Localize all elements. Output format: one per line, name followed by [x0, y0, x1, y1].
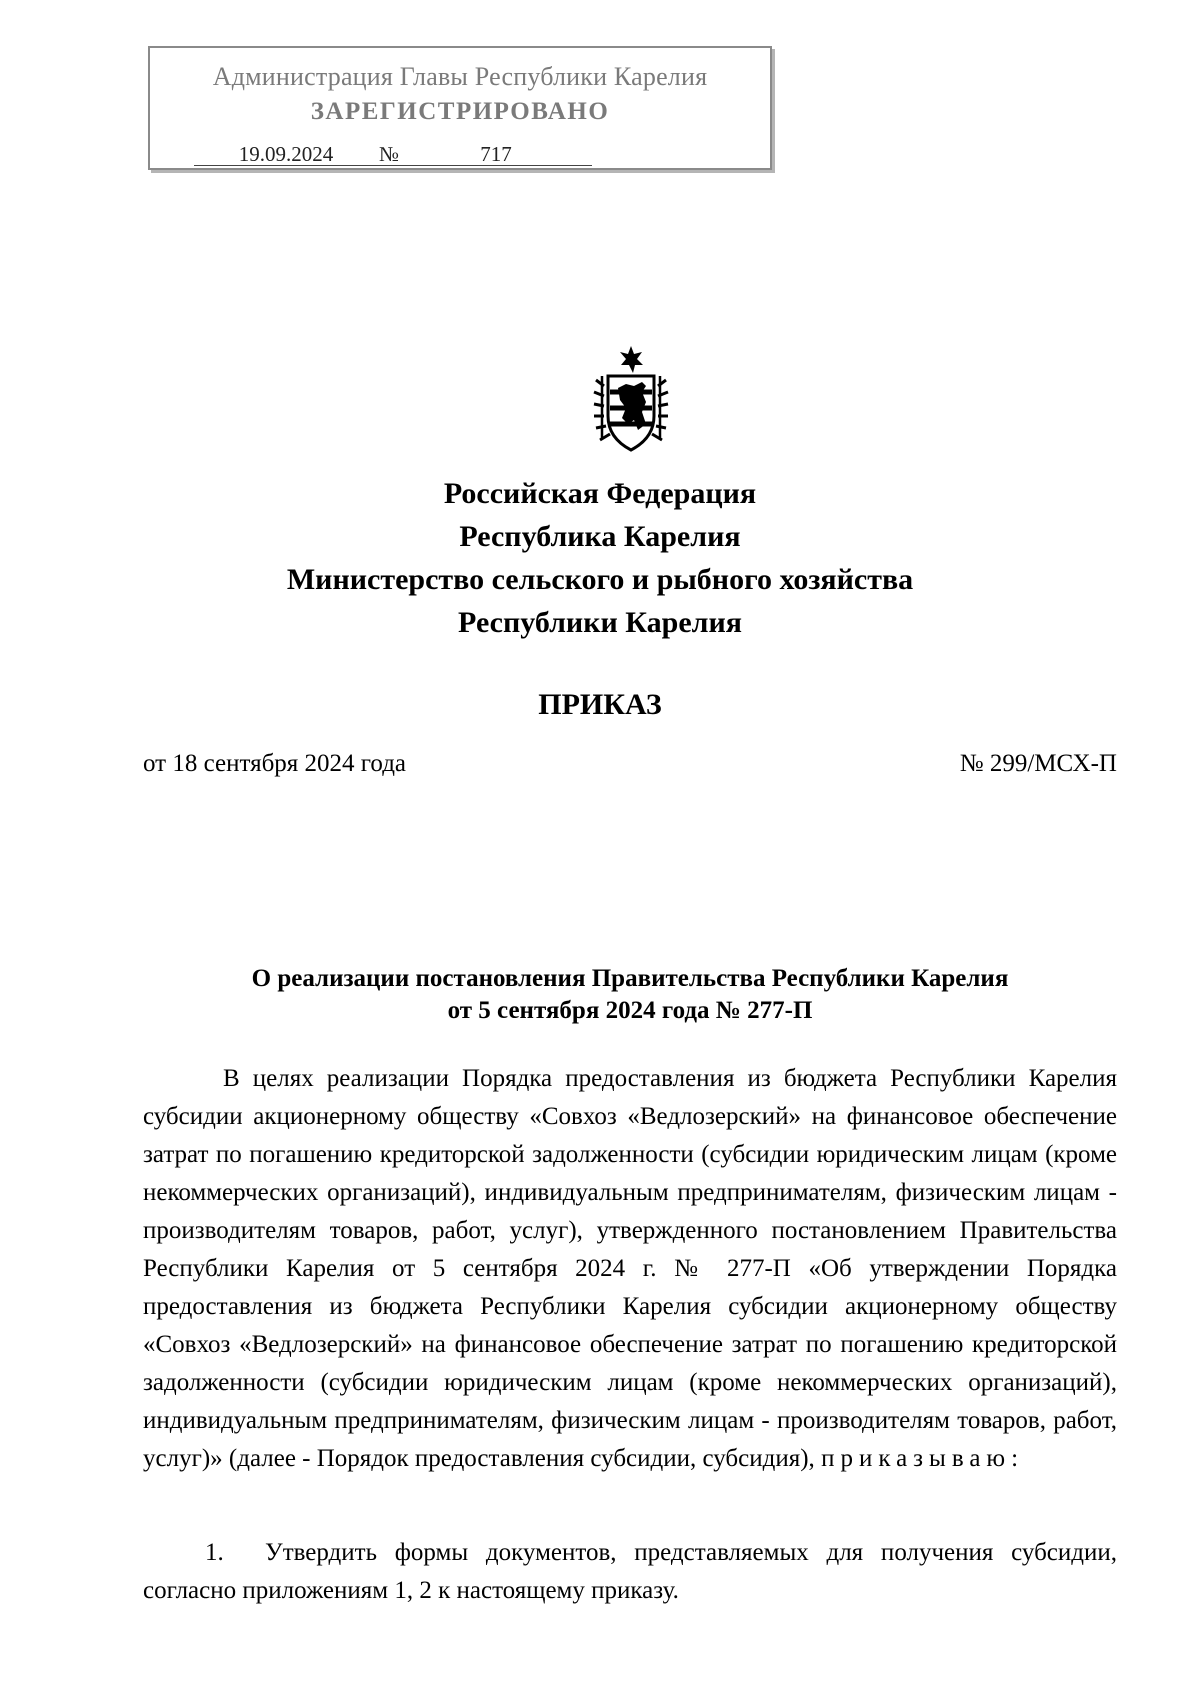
stamp-organization: Администрация Главы Республики Карелия	[212, 62, 708, 91]
document-number: № 299/МСХ-П	[959, 750, 1117, 777]
registration-stamp	[148, 46, 772, 170]
stamp-date: 19.09.2024	[194, 143, 378, 166]
header-ministry: Министерство сельского и рыбного хозяйства	[286, 563, 914, 596]
document-meta	[143, 750, 1117, 778]
stamp-number-sign: №	[378, 142, 400, 166]
subject-line-2: от 5 сентября 2024 года № 277-П	[447, 997, 813, 1024]
document-date: от 18 сентября 2024 года	[143, 750, 407, 777]
stamp-status: ЗАРЕГИСТРИРОВАНО	[310, 98, 610, 125]
order-item-1	[143, 1534, 1117, 1610]
header-ministry-region: Республики Карелия	[458, 606, 742, 639]
header-region: Республика Карелия	[459, 520, 741, 553]
stamp-registration-line	[194, 142, 592, 167]
header-country: Российская Федерация	[443, 477, 757, 510]
order-word: приказываю:	[821, 1445, 1025, 1472]
item-number: 1.	[205, 1539, 224, 1566]
preamble-text: В целях реализации Порядка предоставления из бюджета Республики Карелия субсидии акционерному обществу «Совхоз «Ведлозерский» на финансовое обеспечение затрат по погашению кредиторской задолженности (субсидии юридическим лицам (кроме некоммерческих организаций), индивидуальным предпринимателям, физическим лицам - производителям товаров, работ, услуг), утвержденного постановлением Правительства Республики Карелия от 5 сентября 2024 г. № 277-П «Об утверждении Порядка предоставления из бюджета Республики Карелия субсидии акционерному обществу «Совхоз «Ведлозерский» на финансовое обеспечение затрат по погашению кредиторской задолженности (субсидии юридическим лицам (кроме некоммерческих организаций), индивидуальным предпринимателям, физическим лицам - производителям товаров, работ, услуг)» (далее - Порядок предоставления субсидии, субсидия),	[143, 1065, 1117, 1472]
document-subject	[143, 963, 1117, 1027]
karelia-coat-of-arms-icon	[586, 346, 676, 452]
subject-line-1: О реализации постановления Правительства Республики Карелия	[251, 965, 1009, 992]
preamble-paragraph	[143, 1060, 1117, 1478]
stamp-number: 717	[400, 143, 592, 166]
item-text: Утвердить формы документов, представляемых для получения субсидии, согласно приложениям 1, 2 к настоящему приказу.	[143, 1539, 1117, 1604]
document-type: ПРИКАЗ	[538, 688, 662, 721]
issuer-header	[0, 472, 1200, 644]
